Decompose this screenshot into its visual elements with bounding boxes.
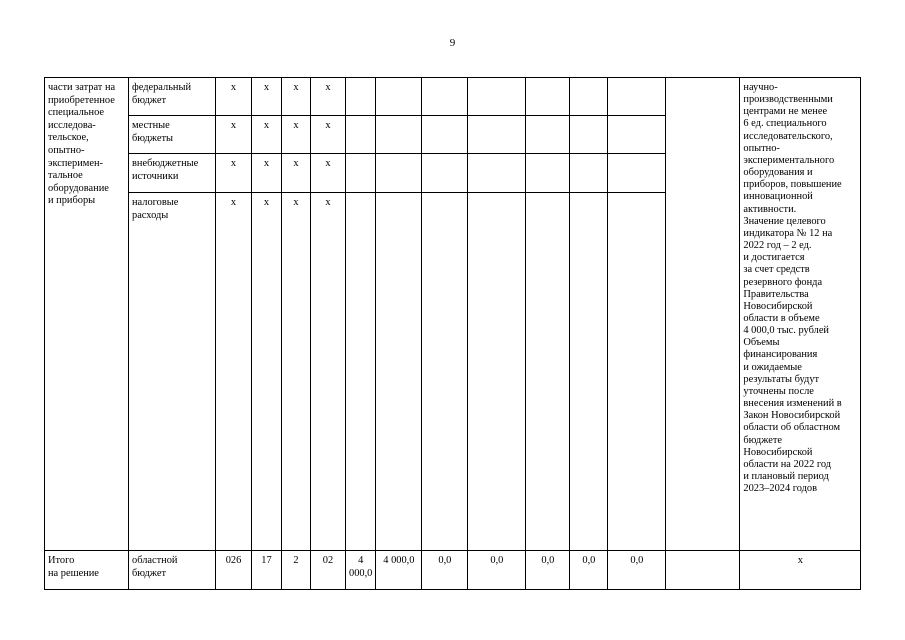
- result-line: Объемы: [743, 337, 780, 349]
- table-cell: x: [252, 154, 282, 193]
- result-line: производственными: [743, 94, 833, 106]
- source-cell: [129, 116, 216, 154]
- result-line: за счет средств: [743, 264, 810, 276]
- year-value-cell: 4 000,0: [376, 551, 422, 590]
- table-cell: [608, 116, 666, 154]
- table-cell: [346, 154, 376, 193]
- table-cell: [570, 193, 608, 551]
- table-cell: x: [216, 154, 252, 193]
- source-line: бюджет: [132, 94, 167, 106]
- measure-line: исследова-: [48, 119, 96, 131]
- table-cell: [376, 116, 422, 154]
- result-line: Значение целевого: [743, 215, 826, 227]
- measure-line: и приборы: [48, 195, 96, 207]
- result-line: исследовательского,: [743, 130, 833, 142]
- measure-line: эксперимен-: [48, 157, 103, 169]
- source-line: федеральный: [132, 82, 192, 93]
- table-cell: x: [282, 193, 311, 551]
- table-cell: [376, 193, 422, 551]
- year-value-cell: 0,0: [608, 551, 666, 590]
- total-row: [45, 551, 861, 590]
- result-line: Правительства: [743, 288, 809, 300]
- result-line: 6 ед. специального: [743, 118, 827, 130]
- result-line: экспериментального: [743, 154, 835, 166]
- result-line: Закон Новосибирской: [743, 410, 841, 422]
- source-cell: [129, 154, 216, 193]
- csr-cell: 02: [311, 551, 346, 590]
- year-value-cell: 0,0: [422, 551, 468, 590]
- result-line: центрами не менее: [743, 106, 828, 118]
- measure-cell: [45, 78, 129, 551]
- table-cell: [526, 78, 570, 116]
- table-cell: [570, 78, 608, 116]
- source-cell: [129, 551, 216, 590]
- result-line: и ожидаемые: [743, 361, 802, 373]
- pr-cell: 2: [282, 551, 311, 590]
- sum-line: 000,0: [349, 567, 373, 579]
- source-line: внебюджетные: [132, 158, 199, 169]
- table-cell: x: [282, 78, 311, 116]
- year-value-cell: 0,0: [526, 551, 570, 590]
- table-cell: x: [216, 193, 252, 551]
- table-cell: x: [282, 154, 311, 193]
- result-line: результаты будут: [743, 373, 820, 385]
- result-line: и достигается: [743, 252, 805, 264]
- result-line: опытно-: [743, 142, 780, 154]
- result-line: инновационной: [743, 191, 813, 203]
- table-cell: x: [216, 78, 252, 116]
- measure-line: тальное: [48, 170, 83, 182]
- measure-line: части затрат на: [48, 82, 116, 93]
- result-line: Новосибирской: [743, 300, 813, 312]
- table-cell: x: [311, 116, 346, 154]
- table-row: [45, 78, 861, 116]
- result-line: 4 000,0 тыс. рублей: [743, 325, 829, 337]
- grbs-cell: 026: [216, 551, 252, 590]
- result-line: резервного фонда: [743, 276, 823, 288]
- source-line: бюджеты: [132, 132, 173, 144]
- table-cell: [422, 78, 468, 116]
- table-cell: x: [252, 193, 282, 551]
- source-cell: [129, 78, 216, 116]
- table-cell: [570, 116, 608, 154]
- source-line: налоговые: [132, 197, 179, 208]
- source-line: местные: [132, 120, 170, 131]
- table-cell: x: [311, 154, 346, 193]
- source-cell: [129, 193, 216, 551]
- year-value-cell: 0,0: [570, 551, 608, 590]
- sum-cell: [346, 551, 376, 590]
- table-cell: [468, 116, 526, 154]
- table-cell: [468, 193, 526, 551]
- table-cell: [468, 154, 526, 193]
- result-line: области об областном: [743, 422, 841, 434]
- table-cell: [526, 116, 570, 154]
- result-line: приборов, повышение: [743, 179, 842, 191]
- source-line: источники: [132, 170, 179, 182]
- result-line: активности.: [743, 203, 797, 215]
- page-number: 9: [449, 37, 456, 49]
- table-cell: [608, 154, 666, 193]
- result-line: и плановый период: [743, 471, 829, 482]
- result-line: Новосибирской: [743, 446, 813, 458]
- total-label-line: на решение: [48, 567, 99, 579]
- result-line: научно-: [743, 82, 778, 93]
- result-line: 2022 год – 2 ед.: [743, 240, 812, 252]
- result-line: области в объеме: [743, 312, 820, 324]
- result-line: бюджете: [743, 434, 783, 446]
- result-line: индикатора № 12 на: [743, 227, 833, 239]
- table-cell: [526, 193, 570, 551]
- total-label-line: Итого: [48, 555, 75, 566]
- source-line: бюджет: [132, 567, 167, 579]
- result-line: финансирования: [743, 349, 818, 361]
- table-cell: [570, 154, 608, 193]
- table-cell: x: [252, 78, 282, 116]
- rz-cell: 17: [252, 551, 282, 590]
- table-cell: [422, 154, 468, 193]
- measure-line: опытно-: [48, 144, 85, 156]
- source-line: областной: [132, 555, 178, 566]
- table-cell: [376, 154, 422, 193]
- measure-line: специальное: [48, 107, 105, 119]
- result-line: оборудования и: [743, 167, 813, 179]
- measure-line: оборудование: [48, 182, 109, 194]
- result-line: 2023–2024 годов: [743, 483, 818, 495]
- result-cell: x: [740, 551, 861, 590]
- table-cell: [608, 193, 666, 551]
- table-cell: x: [311, 78, 346, 116]
- table-cell: [526, 154, 570, 193]
- result-cell: [740, 78, 861, 551]
- table-cell: [376, 78, 422, 116]
- table-cell: [422, 116, 468, 154]
- sum-line: 4: [358, 555, 364, 566]
- year-value-cell: 0,0: [468, 551, 526, 590]
- table-cell: [422, 193, 468, 551]
- measure-line: приобретенное: [48, 94, 115, 106]
- result-line: уточнены после: [743, 385, 814, 397]
- table-cell: [346, 116, 376, 154]
- table-cell: x: [282, 116, 311, 154]
- measure-line: тельское,: [48, 132, 89, 144]
- table-cell: x: [252, 116, 282, 154]
- executor-cell: [666, 551, 740, 590]
- table-cell: x: [311, 193, 346, 551]
- table-cell: [346, 193, 376, 551]
- financing-table: [44, 77, 861, 590]
- table-cell: [608, 78, 666, 116]
- total-label-cell: [45, 551, 129, 590]
- source-line: расходы: [132, 209, 169, 221]
- result-line: области на 2022 год: [743, 458, 832, 470]
- table-cell: [468, 78, 526, 116]
- executor-cell: [666, 78, 740, 551]
- result-line: внесения изменений в: [743, 398, 842, 410]
- table-cell: x: [216, 116, 252, 154]
- table-cell: [346, 78, 376, 116]
